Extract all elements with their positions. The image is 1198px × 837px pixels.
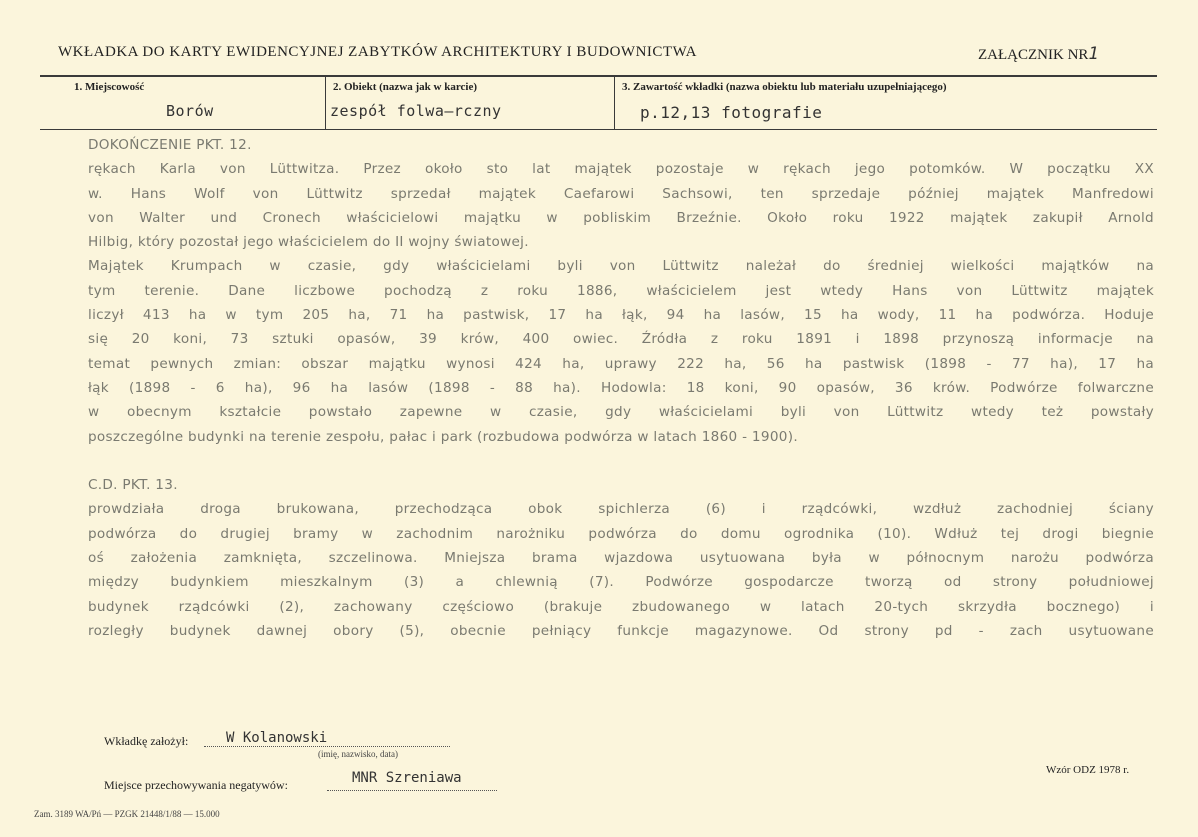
storage-value: MNR Szreniawa — [352, 770, 462, 786]
author-value: W Kolanowski — [226, 730, 328, 746]
body-line: w obecnym kształcie powstało zapewne w czasie, gdy właścicielami byli von Lüttwitz wtedy też powstały — [88, 404, 1154, 421]
body-line: temat pewnych zmian: obszar majątku wynosi 424 ha, uprawy 222 ha, 56 ha pastwisk (1898 - 77 ha), 17 ha — [88, 355, 1154, 372]
body-line: rękach Karla von Lüttwitza. Przez około sto lat majątek pozostaje w rękach jego potomków. W początku XX — [88, 161, 1154, 178]
body-line: rozległy budynek dawnej obory (5), obecnie pełniący funkcje magazynowe. Od strony pd - zach usytuowane — [88, 622, 1154, 639]
form-title: WKŁADKA DO KARTY EWIDENCYJNEJ ZABYTKÓW ARCHITEKTURY I BUDOWNICTWA — [58, 44, 697, 60]
place-value: Borów — [166, 102, 214, 120]
body-line: prowdziała droga brukowana, przechodząca obok spichlerza (6) i rządcówki, wzdłuż zachodniej ściany — [88, 501, 1154, 518]
body-line: budynek rządcówki (2), zachowany częściowo (brakuje zbudowanego w latach 20-tych skrzydła bocznego) i — [88, 598, 1154, 615]
body-line: Majątek Krumpach w czasie, gdy właścicielami byli von Lüttwitz należał do średniej wielkości majątków na — [88, 258, 1154, 275]
cell-separator-2 — [614, 76, 615, 130]
annex-number: 1 — [1088, 44, 1099, 64]
object-label: 2. Obiekt (nazwa jak w karcie) — [333, 81, 478, 93]
body-line: C.D. PKT. 13. — [88, 477, 178, 494]
body-line: poszczególne budynki na terenie zespołu, pałac i park (rozbudowa podwórza w latach 1860 - 1900). — [88, 428, 798, 445]
body-line: oś założenia zamknięta, szczelinowa. Mniejsza brama wjazdowa usytuowana była w północnym narożu podwórza — [88, 550, 1154, 567]
storage-label: Miejsce przechowywania negatywów: — [104, 778, 288, 792]
table-top-rule — [40, 75, 1157, 77]
body-line: podwórza do drugiej bramy w zachodnim narożniku podwórza do domu ogrodnika (10). Wdłuż tej drogi biegnie — [88, 525, 1154, 542]
body-line: tym terenie. Dane liczbowe pochodzą z roku 1886, właścicielem jest wtedy Hans von Lüttwitz majątek — [88, 282, 1154, 299]
table-bottom-rule — [40, 129, 1157, 130]
body-line: von Walter und Cronech właścicielowi majątku w pobliskim Brzeźnie. Około roku 1922 majątek zakupił Arnold — [88, 209, 1154, 226]
body-line: DOKOŃCZENIE PKT. 12. — [88, 137, 252, 153]
body-line: łąk (1898 - 6 ha), 96 ha lasów (1898 - 88 ha). Hodowla: 18 koni, 90 opasów, 36 krów. Podwórze folwarczne — [88, 379, 1154, 396]
object-value: zespół folwa–rczny — [330, 102, 502, 120]
content-value: p.12,13 fotografie — [640, 103, 823, 122]
author-label: Wkładkę założył: — [104, 734, 189, 748]
body-line: się 20 koni, 73 sztuki opasów, 39 krów, 400 owiec. Źródła z roku 1891 i 1898 przynoszą informacje na — [88, 331, 1154, 348]
body-text — [88, 133, 1154, 643]
author-caption: (imię, nazwisko, data) — [318, 749, 398, 759]
body-line: Hilbig, który pozostał jego właścicielem do II wojny światowej. — [88, 234, 529, 251]
body-line: liczył 413 ha w tym 205 ha, 71 ha pastwisk, 17 ha łąk, 94 ha lasów, 15 ha wody, 11 ha podwórza. Hoduje — [88, 307, 1154, 324]
print-info: Zam. 3189 WA/Pń — PZGK 21448/1/88 — 15.000 — [34, 809, 220, 819]
body-line — [88, 449, 1154, 473]
cell-separator-1 — [325, 76, 326, 130]
annex-label — [978, 44, 1099, 64]
author-dotted-line — [204, 746, 450, 747]
place-label: 1. Miejscowość — [74, 81, 145, 93]
storage-dotted-line — [327, 790, 497, 791]
content-label: 3. Zawartość wkładki (nazwa obiektu lub materiału uzupełniającego) — [622, 81, 947, 93]
form-model: Wzór ODZ 1978 r. — [1046, 764, 1130, 776]
annex-label-text: ZAŁĄCZNIK NR — [978, 47, 1089, 63]
body-line: między budynkiem mieszkalnym (3) a chlewnią (7). Podwórze gospodarcze tworzą od strony południowej — [88, 574, 1154, 591]
body-line: w. Hans Wolf von Lüttwitz sprzedał majątek Caefarowi Sachsowi, ten sprzedaje później majątek Manfredowi — [88, 185, 1154, 202]
